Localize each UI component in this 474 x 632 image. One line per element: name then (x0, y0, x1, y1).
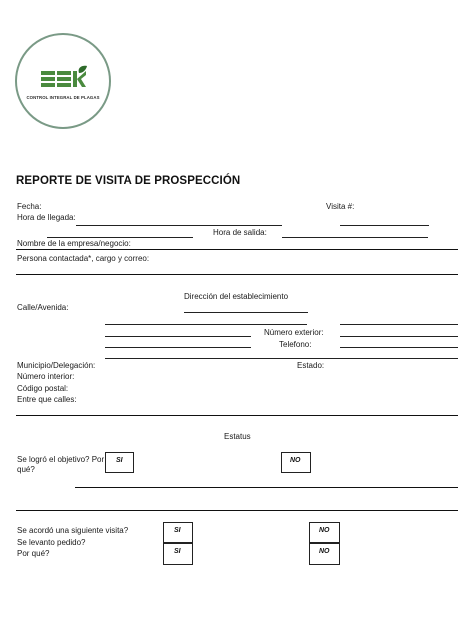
hora-llegada-label: Hora de llegada: (17, 213, 76, 222)
objetivo-no-box[interactable] (281, 452, 311, 473)
objetivo-si-box[interactable] (105, 452, 134, 473)
objetivo-si-label: SI (116, 457, 123, 464)
hora-salida-label: Hora de salida: (213, 228, 267, 237)
direccion-line-1b[interactable] (340, 324, 458, 325)
objetivo-no-label: NO (290, 457, 301, 464)
direccion-line-2[interactable] (105, 336, 251, 337)
entre-calles-field[interactable] (16, 415, 458, 416)
empresa-label: Nombre de la empresa/negocio: (17, 239, 131, 248)
siguiente-visita-no-box[interactable] (309, 522, 340, 543)
entre-calles-label: Entre que calles: (17, 395, 77, 404)
logo-emblem-icon (39, 65, 89, 93)
estatus-heading: Estatus (224, 432, 251, 441)
siguiente-visita-si-label: SI (174, 527, 181, 534)
direccion-line-4[interactable] (105, 358, 458, 359)
municipio-label: Municipio/Delegación: (17, 361, 96, 370)
pedido-si-label: SI (174, 548, 181, 555)
numero-interior-label: Número interior: (17, 372, 75, 381)
visita-label: Visita #: (326, 202, 355, 211)
pedido-question: Se levanto pedido? (17, 538, 86, 547)
direccion-line-1[interactable] (105, 324, 307, 325)
numero-exterior-field[interactable] (340, 336, 458, 337)
pedido-no-label: NO (319, 548, 330, 555)
objetivo-reason-line-1[interactable] (75, 487, 458, 488)
objetivo-reason-line-2[interactable] (16, 510, 458, 511)
telefono-label: Telefono: (279, 340, 312, 349)
calle-label: Calle/Avenida: (17, 303, 69, 312)
direccion-line-3[interactable] (105, 347, 251, 348)
hora-llegada-field[interactable] (76, 225, 282, 226)
telefono-field[interactable] (340, 347, 458, 348)
numero-exterior-label: Número exterior: (264, 328, 324, 337)
company-logo (15, 33, 111, 129)
objetivo-question: Se logró el objetivo? Por qué? (17, 455, 105, 474)
page-title: REPORTE DE VISITA DE PROSPECCIÓN (16, 175, 241, 187)
por-que-label: Por qué? (17, 549, 50, 558)
estado-label: Estado: (297, 361, 325, 370)
fecha-label: Fecha: (17, 202, 42, 211)
hora-salida-field[interactable] (282, 237, 428, 238)
fecha-field[interactable] (47, 237, 193, 238)
siguiente-visita-question: Se acordó una siguiente visita? (17, 526, 129, 535)
codigo-postal-label: Código postal: (17, 384, 69, 393)
siguiente-visita-no-label: NO (319, 527, 330, 534)
persona-label: Persona contactada*, cargo y correo: (17, 254, 150, 263)
calle-field[interactable] (184, 312, 308, 313)
pedido-si-box[interactable] (163, 543, 193, 565)
persona-field[interactable] (16, 274, 458, 275)
empresa-field[interactable] (16, 249, 458, 250)
visita-field[interactable] (340, 225, 429, 226)
logo-text: CONTROL INTEGRAL DE PLAGAS (26, 95, 100, 100)
siguiente-visita-si-box[interactable] (163, 522, 193, 543)
pedido-no-box[interactable] (309, 543, 340, 565)
direccion-heading: Dirección del establecimiento (184, 292, 289, 301)
